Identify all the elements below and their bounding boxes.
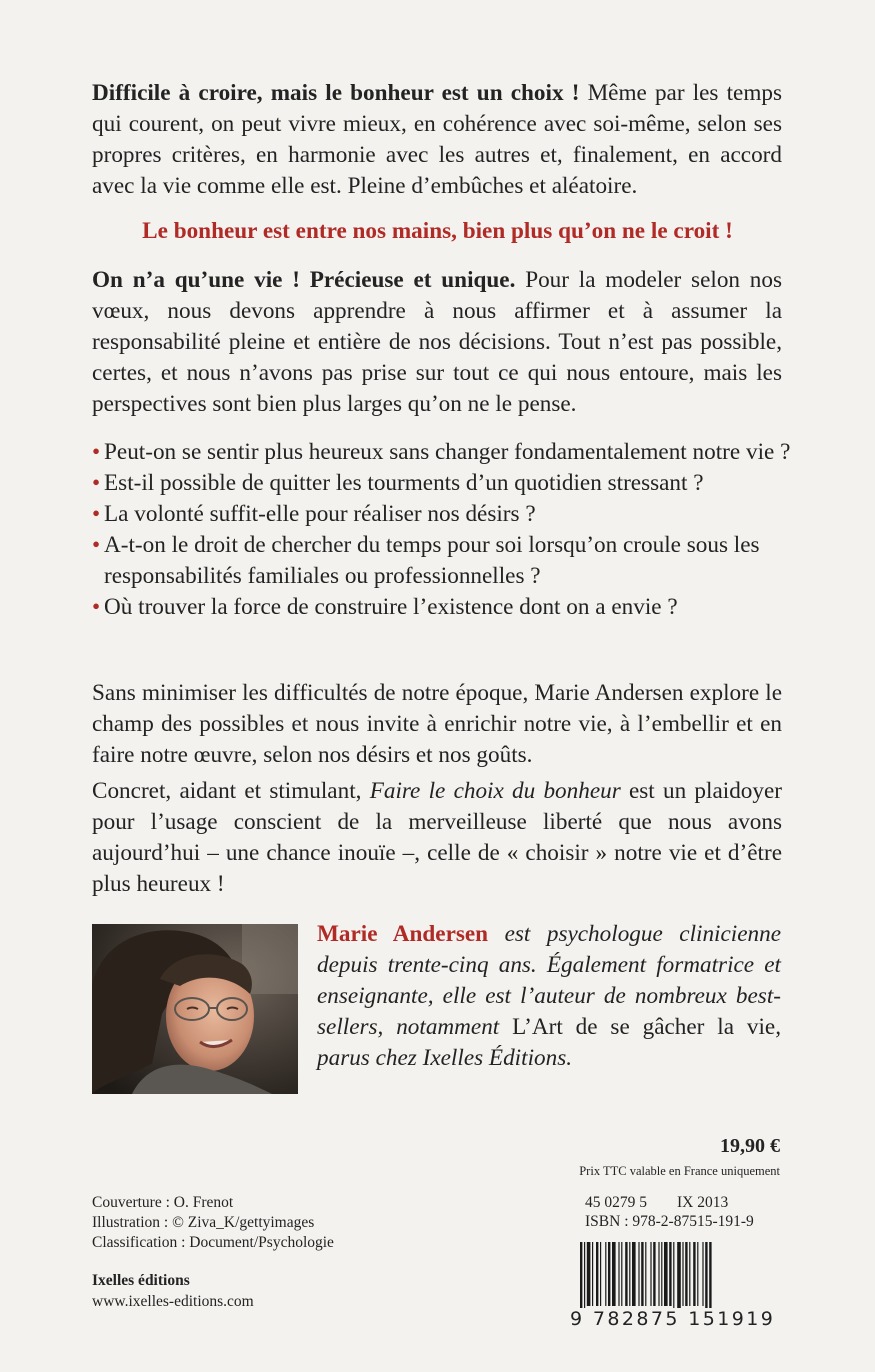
author-portrait-image	[92, 924, 298, 1094]
barcode-bar	[645, 1242, 646, 1306]
barcode-bar	[625, 1242, 627, 1306]
barcode-bar	[658, 1242, 659, 1306]
barcode-bar	[596, 1242, 598, 1306]
barcode-bar	[650, 1242, 651, 1306]
bullet-icon: •	[92, 501, 101, 527]
list-item	[92, 437, 792, 468]
barcode-bar	[587, 1242, 591, 1306]
list-item	[92, 499, 792, 530]
barcode-bar	[629, 1242, 630, 1306]
author-name: Marie Andersen	[317, 921, 489, 947]
bullet-icon: •	[92, 532, 101, 558]
list-item-text: A-t-on le droit de chercher du temps pour soi lorsqu’on croule sous les responsabilités familiales ou professionnelles ?	[104, 532, 760, 589]
fourth-before: Concret, aidant et stimulant,	[92, 778, 370, 804]
product-codes	[585, 1193, 754, 1231]
barcode-bar	[664, 1242, 668, 1306]
barcode-bar	[608, 1242, 610, 1306]
bio-text-1: est psychologue clinicienne depuis trente-cinq ans. Également formatrice et enseignante, elle est l’auteur de nombreux best-sellers, notamment	[317, 921, 781, 1040]
price-note: Prix TTC valable en France uniquement	[579, 1164, 780, 1178]
credit-classification: Classification : Document/Psychologie	[92, 1234, 334, 1251]
credits	[92, 1193, 334, 1253]
list-item	[92, 468, 792, 499]
author-photo	[92, 924, 298, 1094]
barcode-bar	[685, 1242, 687, 1306]
list-item	[92, 530, 792, 592]
list-item	[92, 592, 792, 623]
intro-text: Même par les temps qui courent, on peut vivre mieux, en cohérence avec soi-même, selon ses propres critères, en harmonie avec les autres et, finalement, en accord avec la vie comme elle est. Pleine d’embûches et aléatoire.	[92, 80, 782, 199]
bio-text-2: , parus chez Ixelles Éditions.	[317, 1014, 781, 1071]
second-paragraph	[92, 265, 782, 420]
second-text: Pour la modeler selon nos vœux, nous devons apprendre à nous affirmer et à assumer la responsabilité pleine et entière de nos décisions. Tout n’est pas possible, certes, et nous n’avons pas prise sur tout ce qui nous entoure, mais les perspectives sont bien plus larges qu’on ne le pense.	[92, 267, 782, 417]
barcode-bar	[641, 1242, 643, 1306]
barcode-bar	[632, 1242, 636, 1306]
code-2: IX 2013	[677, 1194, 729, 1211]
second-lead: On n’a qu’une vie ! Précieuse et unique.	[92, 267, 516, 293]
barcode-bar	[693, 1242, 695, 1306]
isbn: ISBN : 978-2-87515-191-9	[585, 1213, 754, 1230]
publisher-name: Ixelles éditions	[92, 1272, 190, 1289]
barcode-bar	[621, 1242, 622, 1306]
publisher-website: www.ixelles-editions.com	[92, 1293, 254, 1310]
barcode-bar	[605, 1242, 606, 1306]
barcode-bar	[638, 1242, 639, 1306]
third-paragraph: Sans minimiser les difficultés de notre époque, Marie Andersen explore le champ des possibles et nous invite à enrichir notre vie, à l’embellir et en faire notre œuvre, selon nos désirs et nos goûts.	[92, 680, 782, 768]
bullet-icon: •	[92, 594, 101, 620]
barcode-number: 9 782875 151919	[570, 1308, 776, 1330]
list-item-text: Est-il possible de quitter les tourments d’un quotidien stressant ?	[104, 470, 704, 496]
intro-lead: Difficile à croire, mais le bonheur est un choix !	[92, 80, 580, 106]
author-bio	[317, 919, 781, 1074]
barcode-bar	[682, 1242, 683, 1306]
barcode-bar	[697, 1242, 698, 1306]
bullet-icon: •	[92, 470, 101, 496]
book-title: Faire le choix du bonheur	[369, 778, 621, 804]
barcode-bar	[669, 1242, 671, 1306]
fourth-after: est un plaidoyer pour l’usage conscient de la merveilleuse liberté que nous avons aujourd’hui – une chance inouïe –, celle de « choisir » notre vie et d’être plus heureux !	[92, 778, 782, 897]
barcode-bar	[612, 1242, 616, 1306]
bullet-icon: •	[92, 439, 101, 465]
list-item-text: Peut-on se sentir plus heureux sans changer fondamentalement notre vie ?	[104, 439, 791, 465]
code-line	[585, 1193, 754, 1212]
barcode-bar	[600, 1242, 601, 1306]
barcode-bar	[689, 1242, 690, 1306]
bio-book-title: L’Art de se gâcher la vie	[512, 1014, 776, 1040]
credit-illustration: Illustration : © Ziva_K/gettyimages	[92, 1214, 315, 1231]
credit-cover: Couverture : O. Frenot	[92, 1194, 234, 1211]
list-item-text: La volonté suffit-elle pour réaliser nos désirs ?	[104, 501, 536, 527]
price: 19,90 €	[720, 1135, 780, 1157]
barcode-bar	[702, 1242, 703, 1306]
barcode-bar	[653, 1242, 655, 1306]
tagline: Le bonheur est entre nos mains, bien plus qu’on ne le croit !	[142, 218, 733, 244]
question-list	[92, 437, 792, 623]
code-1: 45 0279 5	[585, 1194, 647, 1211]
barcode-bar	[618, 1242, 619, 1306]
intro-paragraph	[92, 78, 782, 202]
fourth-paragraph	[92, 776, 782, 900]
barcode-bar	[661, 1242, 662, 1306]
barcode-bar	[592, 1242, 593, 1306]
list-item-text: Où trouver la force de construire l’existence dont on a envie ?	[104, 594, 678, 620]
